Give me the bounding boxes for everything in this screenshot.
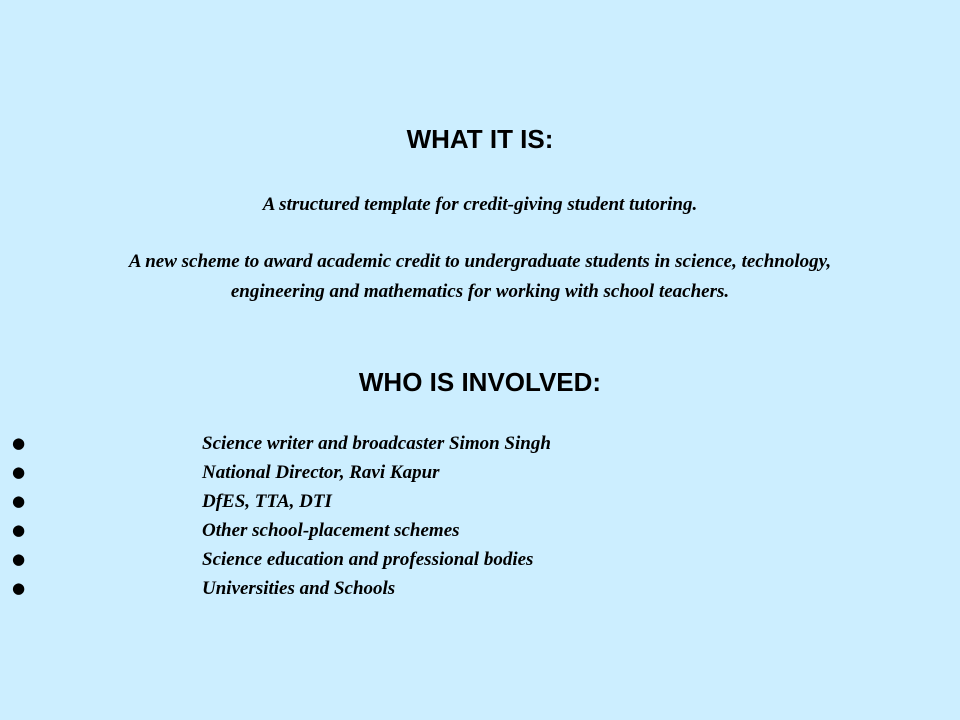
bullet-icon: ● xyxy=(12,521,26,539)
list-item-text: DfES, TTA, DTI xyxy=(202,491,332,512)
list-item xyxy=(0,516,960,545)
what-it-is-heading: WHAT IT IS: xyxy=(406,124,554,154)
list-item-text: Universities and Schools xyxy=(202,578,396,599)
list-item-text: National Director, Ravi Kapur xyxy=(202,462,440,483)
involved-parties-list xyxy=(0,429,960,603)
template-description: A structured template for credit-giving student tutoring. xyxy=(262,194,698,215)
list-item xyxy=(0,545,960,574)
list-item xyxy=(0,429,960,458)
list-item xyxy=(0,487,960,516)
list-item-text: Science education and professional bodies xyxy=(202,549,534,570)
scheme-description xyxy=(20,247,940,307)
bullet-icon: ● xyxy=(12,579,26,597)
list-item xyxy=(0,574,960,603)
bullet-icon: ● xyxy=(12,550,26,568)
list-item xyxy=(0,458,960,487)
scheme-description-line-2: engineering and mathematics for working with school teachers. xyxy=(230,281,730,302)
bullet-icon: ● xyxy=(12,463,26,481)
list-item-text: Science writer and broadcaster Simon Singh xyxy=(202,433,551,454)
scheme-description-line-1: A new scheme to award academic credit to undergraduate students in science, technology, xyxy=(128,251,832,272)
bullet-icon: ● xyxy=(12,492,26,510)
bullet-icon: ● xyxy=(12,434,26,452)
list-item-text: Other school-placement schemes xyxy=(202,520,460,541)
who-is-involved-heading: WHO IS INVOLVED: xyxy=(358,367,602,397)
